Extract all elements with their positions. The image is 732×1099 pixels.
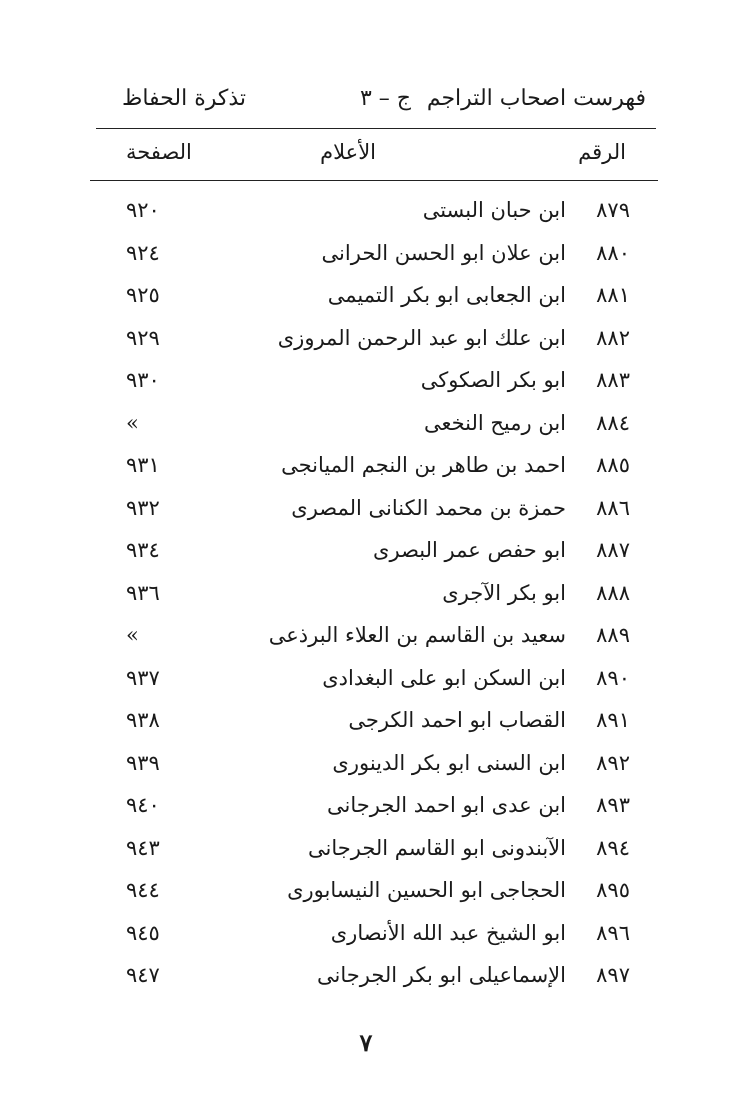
entry-page: ٩٢٤ [126, 240, 160, 265]
entry-name: ابن علك ابو عبد الرحمن المروزى [277, 325, 566, 350]
entry-number: ٨٩٣ [596, 793, 630, 817]
entry-number: ٨٩٦ [596, 920, 630, 945]
volume-label: ج – ٣ [359, 86, 411, 111]
entry-page: ٩٣٧ [126, 665, 160, 690]
entry-name: ابو حفص عمر البصرى [373, 538, 566, 562]
list-item [96, 787, 656, 830]
header-rule [96, 128, 656, 129]
entry-number: ٨٨٨ [596, 580, 630, 605]
list-item [96, 277, 656, 320]
entry-page: ٩٤٥ [126, 920, 160, 945]
entry-name: ابن الجعابى ابو بكر التميمى [327, 283, 566, 307]
list-item [96, 745, 656, 788]
entry-number: ٨٨٧ [596, 538, 630, 562]
list-item [96, 362, 656, 405]
entry-page: ٩٣٠ [126, 368, 160, 392]
entry-page: ٩٣٩ [126, 750, 160, 775]
list-item [96, 320, 656, 363]
entry-page: ٩٣٦ [126, 580, 160, 605]
entry-number: ٨٩١ [596, 708, 630, 732]
entry-name: ابن السنى ابو بكر الدينورى [332, 750, 566, 775]
list-item [96, 235, 656, 278]
entry-page: ٩٢٠ [126, 198, 160, 222]
list-item [96, 532, 656, 575]
entry-number: ٨٧٩ [596, 198, 630, 222]
entry-page: ٩٤٧ [126, 963, 160, 987]
page-number: ٧ [359, 1028, 373, 1057]
list-item [96, 660, 656, 703]
entry-number: ٨٩٢ [596, 750, 630, 775]
entry-name: الآبندونى ابو القاسم الجرجانى [308, 835, 566, 860]
entry-name: حمزة بن محمد الكنانى المصرى [291, 495, 566, 520]
entry-name: سعيد بن القاسم بن العلاء البرذعى [268, 623, 566, 647]
entry-name: الإسماعيلى ابو بكر الجرجانى [317, 963, 566, 987]
entry-number: ٨٨٢ [596, 325, 630, 350]
running-header [96, 86, 656, 120]
entry-page: ٩٣٢ [126, 495, 160, 520]
column-header-number: الرقم [578, 140, 626, 164]
list-item [96, 957, 656, 1000]
entry-number: ٨٩٠ [596, 665, 630, 690]
list-item [96, 617, 656, 660]
entry-page: ٩٣٤ [126, 538, 160, 562]
column-header-page: الصفحة [126, 140, 192, 164]
entry-number: ٨٨٩ [596, 623, 630, 647]
entry-number: ٨٨١ [596, 283, 630, 307]
entry-number: ٨٩٤ [596, 835, 630, 860]
entry-page: ٩٤٤ [126, 878, 160, 902]
index-title: فهرست اصحاب التراجم [426, 86, 646, 111]
entry-name: ابن علان ابو الحسن الحرانى [321, 240, 566, 265]
entry-page: ٩٢٥ [126, 283, 160, 307]
entry-page: » [126, 410, 139, 435]
list-item [96, 490, 656, 533]
column-headers [96, 140, 656, 174]
entry-name: ابو بكر الصكوكى [420, 368, 566, 392]
entry-number: ٨٨٠ [596, 240, 630, 265]
column-header-rule [90, 180, 658, 181]
entry-list [96, 192, 656, 1000]
entry-page: » [126, 623, 139, 647]
entry-number: ٨٩٥ [596, 878, 630, 902]
list-item [96, 830, 656, 873]
entry-name: القصاب ابو احمد الكرجى [348, 708, 566, 732]
list-item [96, 575, 656, 618]
entry-name: ابن حبان البستى [422, 198, 566, 222]
entry-number: ٨٨٣ [596, 368, 630, 392]
entry-page: ٩٣٨ [126, 708, 160, 732]
column-header-name: الأعلام [320, 140, 376, 164]
entry-page: ٩٤٣ [126, 835, 160, 860]
list-item [96, 872, 656, 915]
entry-number: ٨٨٤ [596, 410, 630, 435]
entry-page: ٩٢٩ [126, 325, 160, 350]
list-item [96, 447, 656, 490]
list-item [96, 192, 656, 235]
entry-name: ابن السكن ابو على البغدادى [322, 665, 566, 690]
book-title: تذكرة الحفاظ [122, 86, 246, 111]
entry-page: ٩٣١ [126, 453, 160, 477]
entry-number: ٨٨٥ [596, 453, 630, 477]
entry-name: ابن عدى ابو احمد الجرجانى [327, 793, 566, 817]
entry-number: ٨٨٦ [596, 495, 630, 520]
entry-name: ابو الشيخ عبد الله الأنصارى [330, 920, 566, 945]
list-item [96, 702, 656, 745]
list-item [96, 915, 656, 958]
entry-name: الحجاجى ابو الحسين النيسابورى [287, 878, 566, 902]
entry-name: احمد بن طاهر بن النجم الميانجى [281, 453, 566, 477]
entry-name: ابو بكر الآجرى [442, 580, 566, 605]
entry-name: ابن رميح النخعى [423, 410, 566, 435]
entry-page: ٩٤٠ [126, 793, 160, 817]
entry-number: ٨٩٧ [596, 963, 630, 987]
list-item [96, 405, 656, 448]
